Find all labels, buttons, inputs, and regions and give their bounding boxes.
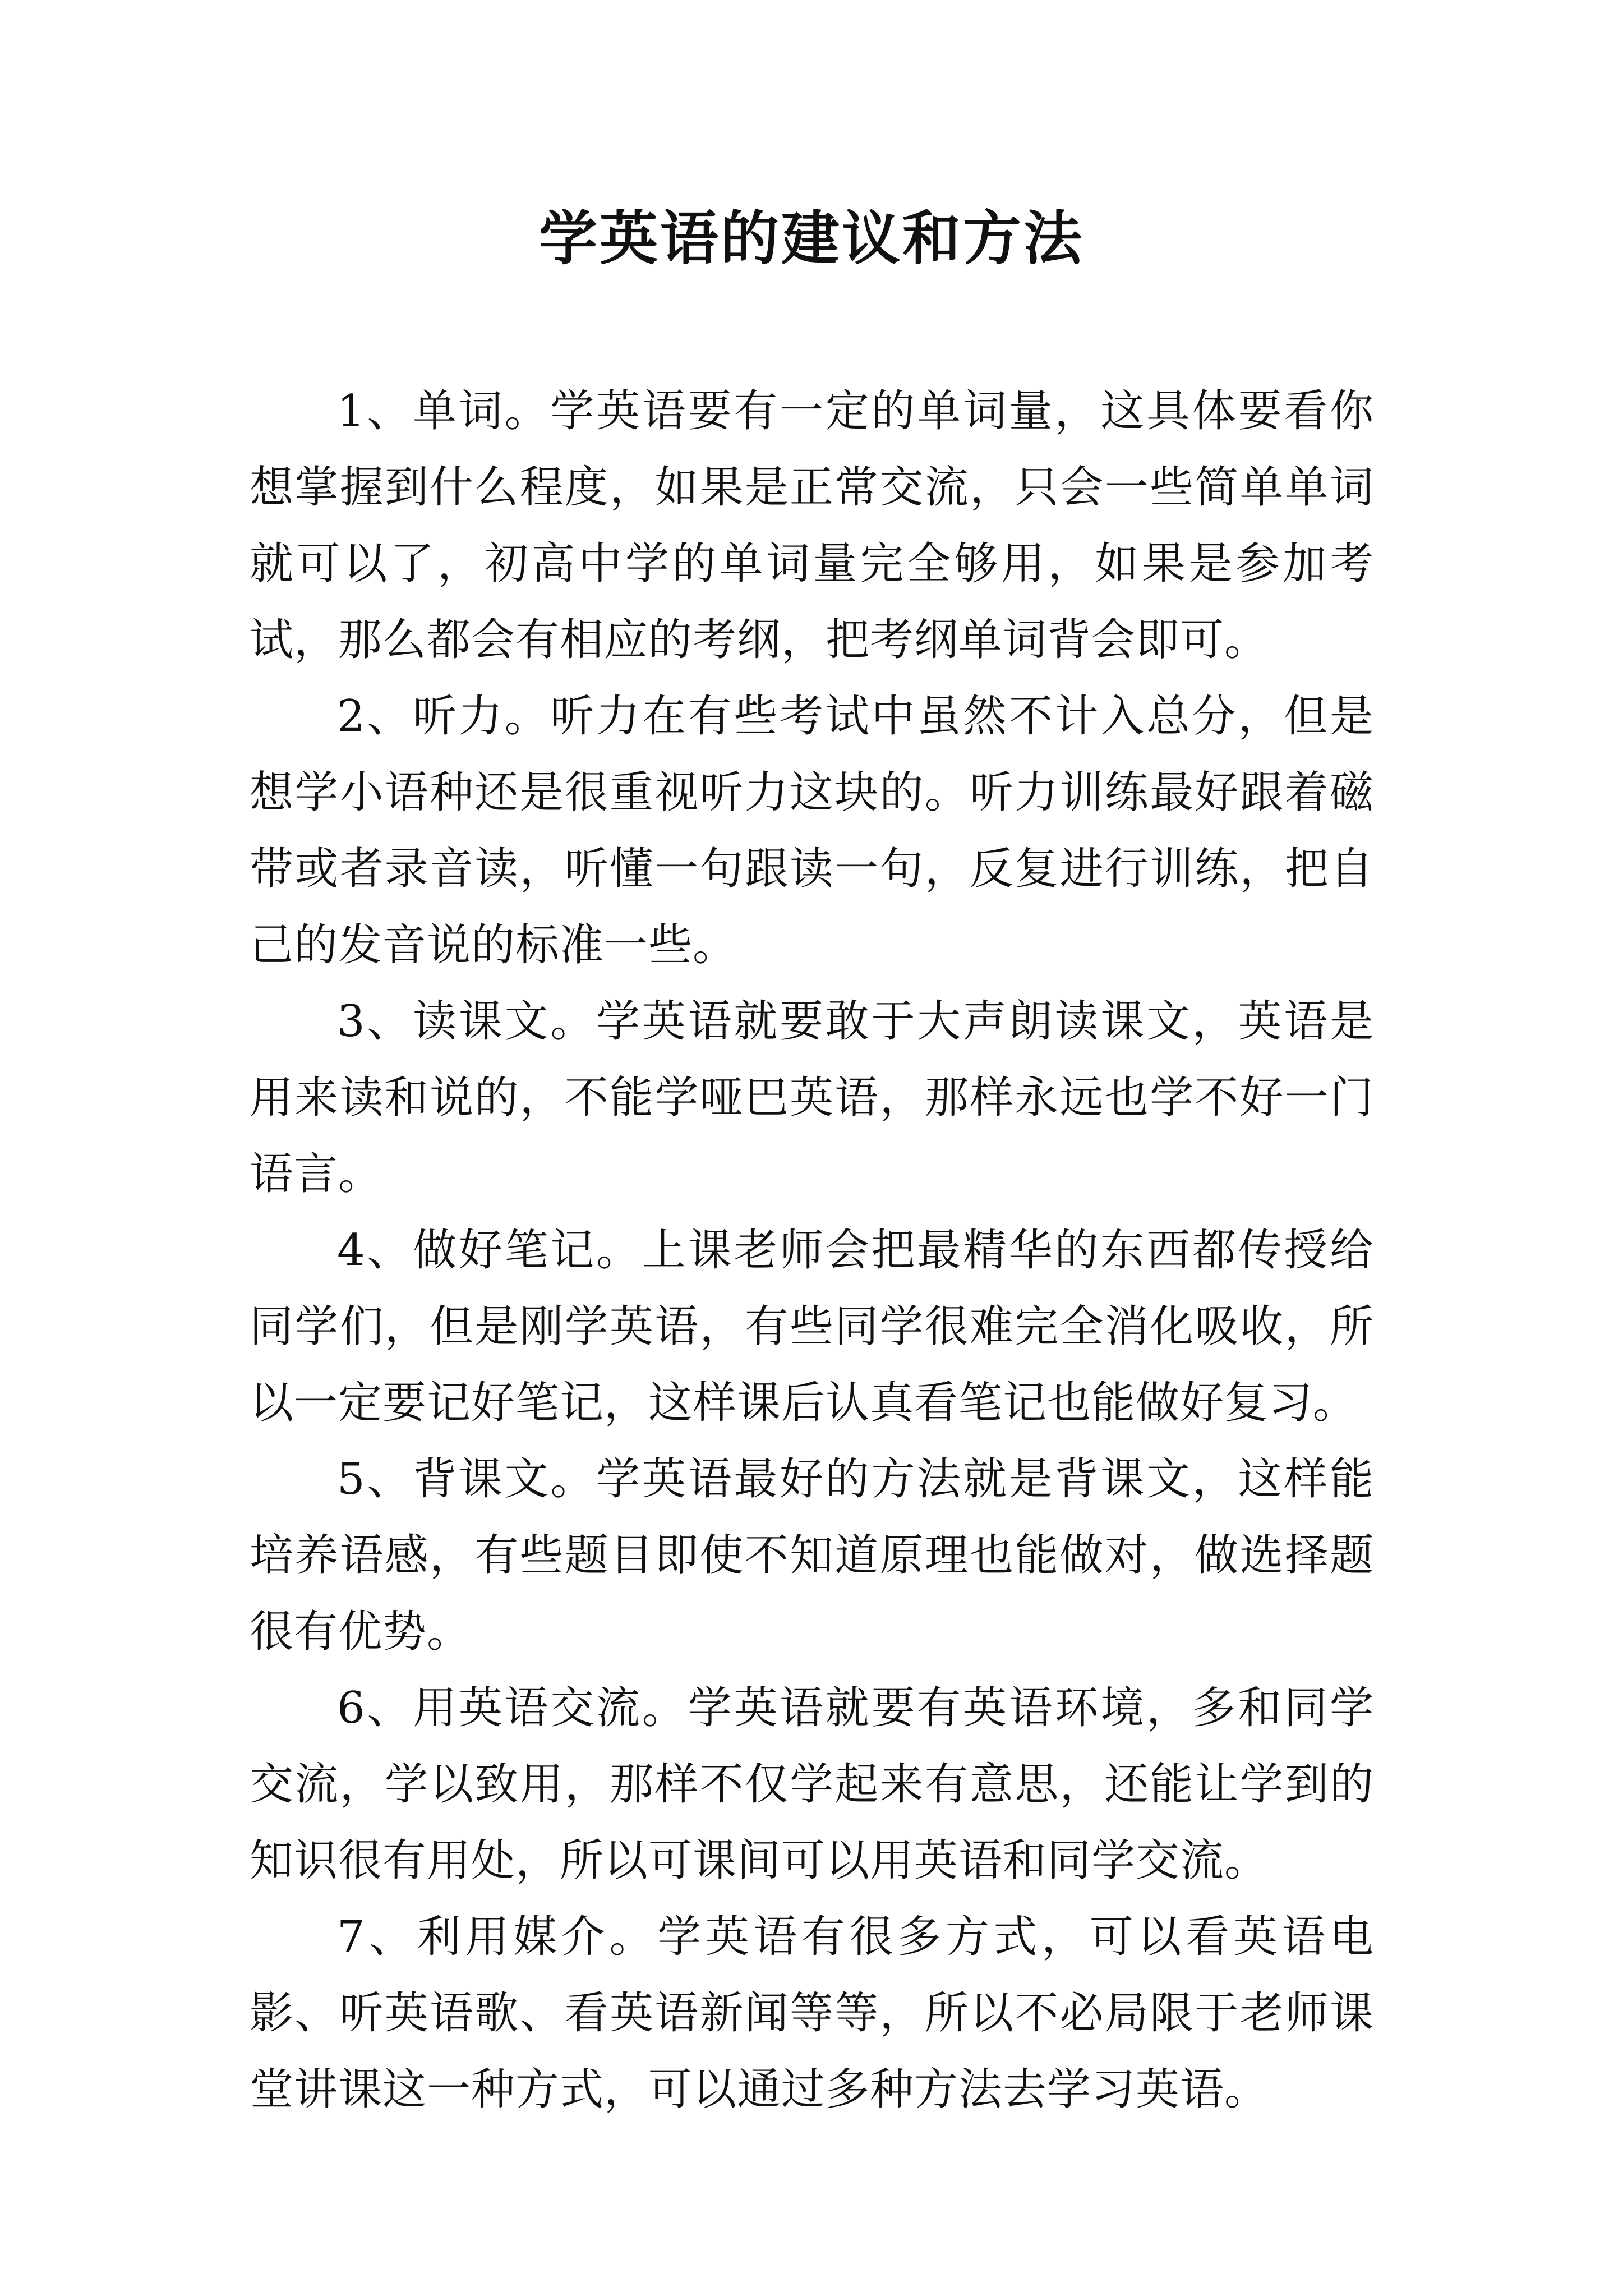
paragraph-4: 4、做好笔记。上课老师会把最精华的东西都传授给同学们，但是刚学英语，有些同学很难完全消化吸收，所以一定要记好笔记，这样课后认真看笔记也能做好复习。	[250, 1225, 1374, 1428]
paragraph-7: 7、利用媒介。学英语有很多方式，可以看英语电影、听英语歌、看英语新闻等等，所以不必局限于老师课堂讲课这一种方式，可以通过多种方法去学习英语。	[250, 1912, 1374, 2115]
paragraph-1: 1、单词。学英语要有一定的单词量，这具体要看你想掌握到什么程度，如果是正常交流，只会一些简单单词就可以了，初高中学的单词量完全够用，如果是参加考试，那么都会有相应的考纲，把考纲单词背会即可。	[250, 386, 1374, 665]
paragraph-5: 5、背课文。学英语最好的方法就是背课文，这样能培养语感，有些题目即使不知道原理也能做对，做选择题很有优势。	[250, 1454, 1374, 1657]
document-title: 学英语的建议和方法	[538, 204, 1084, 273]
paragraph-6: 6、用英语交流。学英语就要有英语环境，多和同学交流，学以致用，那样不仅学起来有意思，还能让学到的知识很有用处，所以可课间可以用英语和同学交流。	[250, 1683, 1374, 1886]
paragraph-3: 3、读课文。学英语就要敢于大声朗读课文，英语是用来读和说的，不能学哑巴英语，那样永远也学不好一门语言。	[250, 996, 1374, 1199]
paragraph-2: 2、听力。听力在有些考试中虽然不计入总分，但是想学小语种还是很重视听力这块的。听力训练最好跟着磁带或者录音读，听懂一句跟读一句，反复进行训练，把自己的发音说的标准一些。	[250, 691, 1374, 970]
document-body	[250, 373, 1374, 2128]
